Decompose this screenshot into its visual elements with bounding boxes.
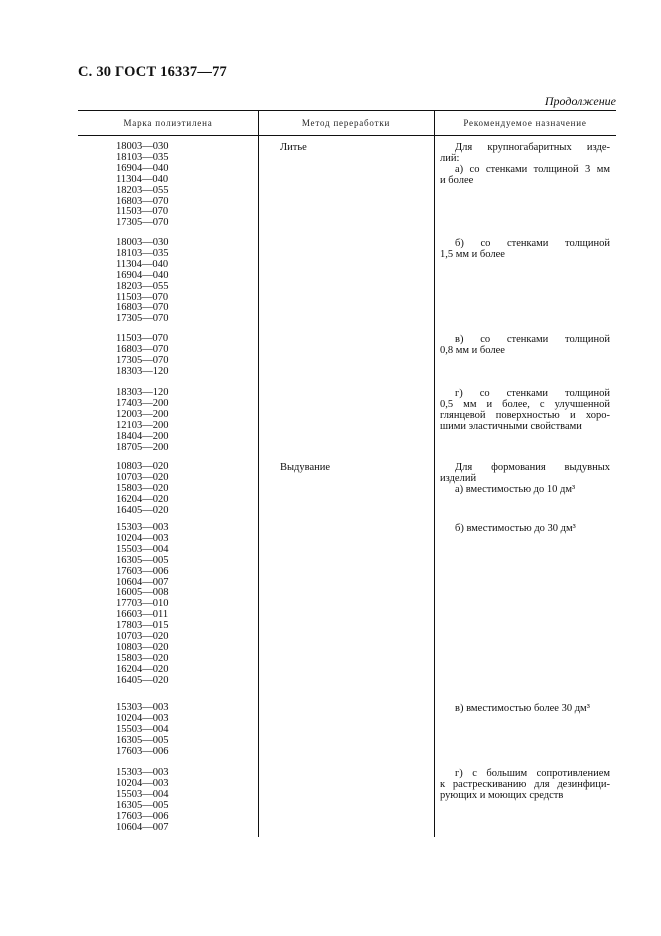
grade-code: 18103—035 [116,151,169,163]
grade-code: 11503—070 [116,333,169,344]
purpose-line: б) вместимостью до 30 дм³ [455,523,576,534]
purpose-line: глянцевой поверхностью и хоро- [440,410,610,421]
grade-code: 18404—200 [116,430,169,442]
grade-code: 16204—020 [116,663,169,675]
grade-code: 17403—200 [116,397,169,409]
purpose-line: в) вместимостью более 30 дм³ [455,703,590,714]
grade-code: 16803—070 [116,343,169,355]
grade-code: 12103—200 [116,419,169,431]
grade-code: 10803—020 [116,461,169,472]
purpose-line: к растрескиванию для дезинфици- [440,779,610,790]
grade-code: 10604—007 [116,576,169,588]
grade-code: 16603—011 [116,609,169,621]
grade-list [116,523,256,687]
purpose-line: б) со стенками толщиной [455,238,610,249]
grade-code: 16305—005 [116,734,169,746]
table-top-rule [78,110,616,111]
column-header-method: Метод переработки [301,118,391,128]
grade-code: 18003—030 [116,141,169,152]
column-header-purpose: Рекомендуемое назначение [463,118,587,128]
grade-code: 10204—003 [116,532,169,544]
purpose-line: лий: [440,153,460,164]
grade-code: 10204—003 [116,712,169,724]
column-divider-2 [434,110,435,837]
purpose-line: 0,8 мм и более [440,345,505,356]
grade-list [116,142,256,229]
purpose-line: 0,5 мм и более, с улучшенной [440,399,610,410]
table-header-rule [78,135,616,136]
grade-code: 15803—020 [116,482,169,494]
grade-code: 18203—055 [116,280,169,292]
grade-code: 16204—020 [116,493,169,505]
recommended-purpose [440,388,610,432]
grade-code: 16904—040 [116,269,169,281]
purpose-line: а) со стенками толщиной 3 мм [455,164,610,175]
purpose-line: г) со стенками толщиной [455,388,610,399]
processing-method: Литье [280,142,307,153]
grade-code: 16904—040 [116,162,169,174]
grade-code: 17305—070 [116,313,169,325]
grade-code: 18705—200 [116,441,169,453]
grade-code: 18303—120 [116,387,169,398]
grade-code: 15503—004 [116,543,169,555]
grade-code: 16305—005 [116,554,169,566]
grade-code: 11503—070 [116,291,169,303]
purpose-line: Для крупногабаритных изде- [455,142,610,153]
grade-list [116,388,256,453]
grade-list [116,703,256,758]
grade-code: 16803—070 [116,195,169,207]
grade-list [116,238,256,325]
column-divider-1 [258,110,259,837]
grade-code: 15303—003 [116,767,169,778]
grade-list [116,334,256,378]
recommended-purpose [440,703,610,714]
grade-code: 18103—035 [116,247,169,259]
grade-list [116,768,256,833]
grade-code: 12003—200 [116,408,169,420]
grade-code: 17803—015 [116,620,169,632]
grade-code: 17603—006 [116,810,169,822]
grade-code: 17305—070 [116,354,169,366]
grade-code: 10204—003 [116,777,169,789]
processing-method: Выдувание [280,462,331,473]
grade-code: 10703—020 [116,631,169,643]
grade-code: 16803—070 [116,302,169,314]
continuation-label: Продолжение [544,94,616,108]
grade-code: 16005—008 [116,587,169,599]
purpose-line: в) со стенками толщиной [455,334,610,345]
purpose-line: Для формования выдувных [455,462,610,473]
recommended-purpose [440,238,610,260]
purpose-line: а) вместимостью до 10 дм³ [455,484,576,495]
recommended-purpose [440,523,610,534]
purpose-line: рующих и моющих средств [440,790,564,801]
grade-code: 18203—055 [116,184,169,196]
grade-code: 18003—030 [116,237,169,248]
grade-code: 10803—020 [116,641,169,653]
recommended-purpose [440,768,610,801]
grade-code: 11304—040 [116,173,169,185]
page-header: С. 30 ГОСТ 16337—77 [78,64,227,80]
column-header-grade: Марка полиэтилена [123,118,213,128]
purpose-line: шими эластичными свойствами [440,421,582,432]
grade-code: 16405—020 [116,674,169,686]
grade-code: 17703—010 [116,598,169,610]
grade-code: 17603—006 [116,745,169,757]
grade-code: 10703—020 [116,471,169,483]
grade-code: 10604—007 [116,821,169,833]
recommended-purpose [440,334,610,356]
grade-code: 15503—004 [116,723,169,735]
grade-code: 15303—003 [116,702,169,713]
purpose-line: и более [440,175,474,186]
grade-code: 11304—040 [116,258,169,270]
grade-code: 18303—120 [116,365,169,377]
grade-code: 11503—070 [116,206,169,218]
purpose-line: г) с большим сопротивлением [455,768,610,779]
purpose-line: 1,5 мм и более [440,249,505,260]
purpose-line: изделий [440,473,477,484]
grade-code: 16405—020 [116,504,169,516]
grade-code: 15303—003 [116,522,169,533]
grade-code: 17603—006 [116,565,169,577]
grade-code: 15803—020 [116,652,169,664]
grade-code: 16305—005 [116,799,169,811]
grade-code: 17305—070 [116,217,169,229]
grade-code: 15503—004 [116,788,169,800]
recommended-purpose [440,462,610,495]
recommended-purpose [440,142,610,186]
grade-list [116,462,256,517]
